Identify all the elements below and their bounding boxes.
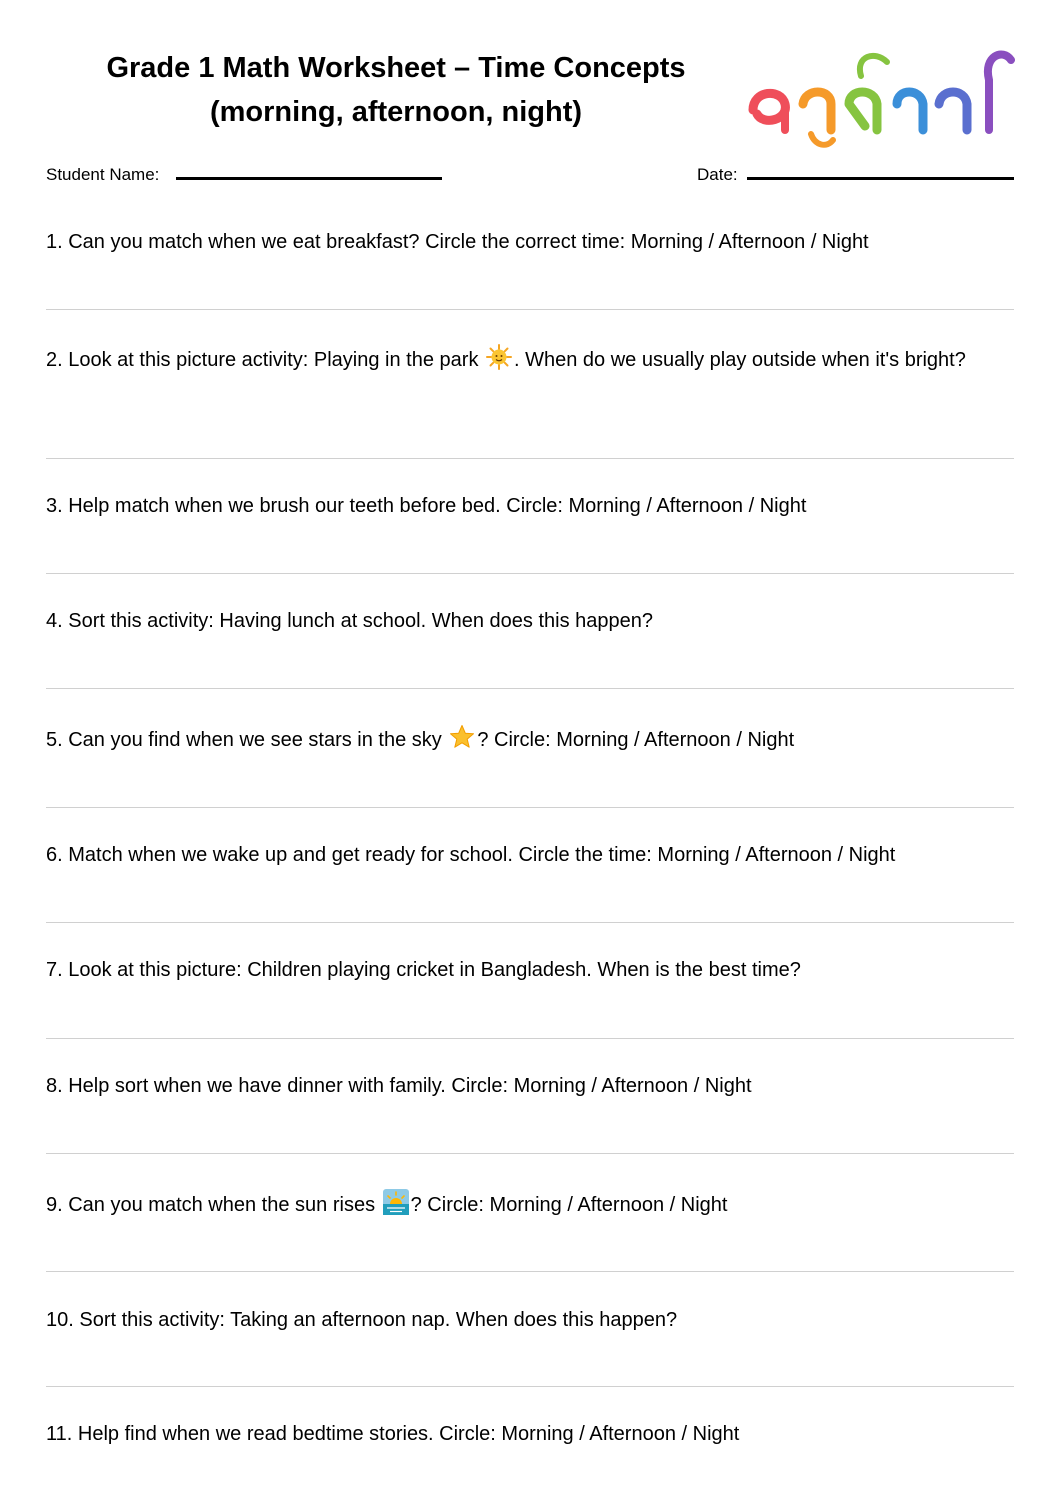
- date-label: Date:: [697, 165, 738, 184]
- question-3: 3. Help match when we brush our teeth before bed. Circle: Morning / Afternoon / Night: [46, 495, 807, 517]
- date-line[interactable]: [747, 177, 1014, 180]
- question-10: 10. Sort this activity: Taking an afternoon nap. When does this happen?: [46, 1309, 678, 1331]
- question-9: 9. Can you match when the sun rises ? Circle: Morning / Afternoon / Night: [46, 1189, 1014, 1221]
- student-name-line[interactable]: [176, 177, 442, 180]
- answer-line-3[interactable]: [46, 573, 1014, 574]
- answer-line-10[interactable]: [46, 1386, 1014, 1387]
- question-11: 11. Help find when we read bedtime stories. Circle: Morning / Afternoon / Night: [46, 1423, 740, 1445]
- answer-line-7[interactable]: [46, 1038, 1014, 1039]
- answer-line-6[interactable]: [46, 922, 1014, 923]
- star-icon: [449, 724, 475, 750]
- question-1: 1. Can you match when we eat breakfast? Circle the correct time: Morning / Afternoon / Night: [46, 231, 869, 253]
- question-8: 8. Help sort when we have dinner with family. Circle: Morning / Afternoon / Night: [46, 1075, 752, 1097]
- answer-line-9[interactable]: [46, 1271, 1014, 1272]
- answer-line-4[interactable]: [46, 688, 1014, 689]
- sun-with-face-icon: [486, 344, 512, 370]
- question-4: 4. Sort this activity: Having lunch at school. When does this happen?: [46, 610, 654, 632]
- question-2: 2. Look at this picture activity: Playing in the park . When do we usually play outside when it's bright?: [46, 344, 1014, 376]
- sunrise-icon: [383, 1189, 409, 1215]
- answer-line-5[interactable]: [46, 807, 1014, 808]
- student-name-label: Student Name:: [46, 165, 160, 184]
- worksheet-title: Grade 1 Math Worksheet – Time Concepts: [106, 52, 686, 84]
- brand-logo: [745, 42, 1015, 154]
- question-7: 7. Look at this picture: Children playing cricket in Bangladesh. When is the best time?: [46, 959, 801, 981]
- question-6: 6. Match when we wake up and get ready for school. Circle the time: Morning / Afternoon / Night: [46, 844, 896, 866]
- worksheet-subtitle: (morning, afternoon, night): [209, 96, 583, 128]
- question-5: 5. Can you find when we see stars in the sky ? Circle: Morning / Afternoon / Night: [46, 724, 1014, 756]
- answer-line-8[interactable]: [46, 1153, 1014, 1154]
- answer-line-1[interactable]: [46, 309, 1014, 310]
- answer-line-2[interactable]: [46, 458, 1014, 459]
